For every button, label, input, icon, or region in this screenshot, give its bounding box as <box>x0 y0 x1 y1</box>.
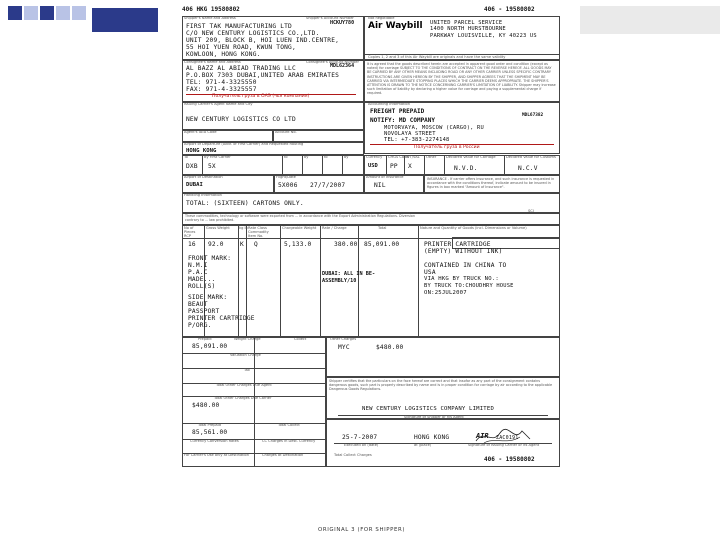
consignee-account-value: MDL62364 <box>330 63 355 69</box>
total-prepaid-value: 85,561.00 <box>192 429 228 436</box>
air-waybill-title: Air Waybill <box>368 21 423 31</box>
to-label: To <box>184 155 188 159</box>
notify-line: NOVOLAYA STREET <box>384 131 436 137</box>
divider <box>504 155 505 175</box>
agent-name: NEW CENTURY LOGISTICS CO LTD <box>186 116 296 123</box>
valuation-label: Valuation Charge <box>230 353 261 357</box>
rate-class-value: Q <box>254 241 258 248</box>
other-charges-box <box>326 337 560 377</box>
gross-weight-value: 92.0 <box>208 241 224 248</box>
insurance-amount-label: Amount of Insurance <box>366 175 404 179</box>
awb-number-right: 406 - 19580802 <box>484 6 535 13</box>
divider <box>342 155 343 175</box>
total-collect-label: Total Collect <box>278 423 300 427</box>
col-rateclass-label: Rate Class Commodity Item No. <box>248 226 269 238</box>
front-mark-line: P.A.C <box>188 269 208 276</box>
executed-place-label: at (place) <box>414 443 432 447</box>
declared-customs-value: N.C.V <box>518 165 538 172</box>
col-nature-label: Nature and Quantity of Goods (incl. Dimensions or Volume) <box>420 226 527 230</box>
divider <box>418 225 419 337</box>
chgs-value: PP <box>390 163 398 170</box>
col-rate-label: Rate / Charge <box>322 226 347 230</box>
divider <box>444 155 445 175</box>
prepaid-label: Prepaid <box>198 337 212 341</box>
not-negotiable: Not negotiable <box>368 16 395 20</box>
divider <box>302 155 303 175</box>
stamp-number: ZAC0191 <box>496 435 519 441</box>
departure-label: Airport of Departure (Addr. of First Carrier) and Requested Routing <box>184 142 304 146</box>
original-footer: ORIGINAL 3 (FOR SHIPPER) <box>318 527 406 533</box>
handling-text: TOTAL: (SIXTEEN) CARTONS ONLY. <box>186 200 304 207</box>
divider <box>358 225 359 337</box>
notify-line: MOTORVAYA, MOSCOW (CARGO), RU <box>384 125 484 131</box>
total-carrier-label: Total Other Charges Due Carrier <box>214 396 272 400</box>
total-prepaid-label: Total Prepaid <box>198 423 222 427</box>
side-mark-line: BEAUT <box>188 301 208 308</box>
declared-carriage-label: Declared Value for Carriage <box>446 155 496 159</box>
rate-value: 380.00 <box>334 241 358 248</box>
shipper-line: UNIT 209, BLOCK B, HOI LUEN IND.CENTRE, <box>186 37 340 44</box>
shipper-account-value: HCKUY780 <box>330 20 355 26</box>
currency-value: USD <box>368 163 378 169</box>
col-total-label: Total <box>378 226 387 230</box>
carrier-signature-label: Signature of Issuing Carrier or its Agent <box>468 443 540 447</box>
consignee-line: TEL: 971-4-3325550 <box>186 79 257 86</box>
prepaid-value: 85,091.00 <box>192 343 228 350</box>
flight-value: 5X006 <box>278 182 298 189</box>
shipper-label: Shipper's Name and Address <box>184 16 236 20</box>
divider <box>424 155 425 175</box>
dest-charges-label: Charges at Destination <box>262 453 304 457</box>
routing-label: to <box>324 155 328 159</box>
executed-date: 25-7-2007 <box>342 434 378 441</box>
agent-account-label: Account No. <box>275 130 297 134</box>
insurance-amount-value: NIL <box>374 182 386 189</box>
decorative-squares <box>0 0 160 30</box>
accounting-label: Accounting Information <box>368 102 411 106</box>
shipper-line: FIRST TAK MANUFACTURING LTD <box>186 23 292 30</box>
carrier-use-label: For Carrier's Use only at Destination <box>184 453 250 457</box>
notify-ru-note: Получатель груза в России <box>414 145 480 150</box>
col-chargeable-label: Chargeable Weight <box>282 226 317 230</box>
agent-label: Issuing Carrier's Agent Name and City <box>184 102 253 106</box>
nature-line: ON:25JUL2007 <box>424 290 467 296</box>
total-collect-charges-label: Total Collect Charges <box>334 453 372 457</box>
copies-note: Copies 1, 2 and 3 of this Air Waybill are originals and have the same validity <box>368 55 506 59</box>
nature-line: PRINTER CARTRIDGE <box>424 241 491 248</box>
square-decoration <box>40 6 54 20</box>
tax-label: Tax <box>244 368 250 372</box>
cc-charges-label: CC Charges in Dest. Currency <box>262 439 316 443</box>
carrier-signature: AIR <box>476 432 489 440</box>
collect-label: Collect <box>294 337 307 341</box>
nature-line: USA <box>424 269 436 276</box>
divider <box>282 155 283 175</box>
pieces-value: 16 <box>188 241 196 248</box>
other-label: Other <box>426 155 437 159</box>
consignee-label: Consignee's Name and Address <box>184 60 241 64</box>
destination-label: Airport of Destination <box>184 175 223 179</box>
awb-number-left: 406 HKG 19580802 <box>182 6 240 13</box>
square-decoration <box>24 6 38 20</box>
side-mark-line: P/ORG. <box>188 322 212 329</box>
top-right-banner <box>580 6 720 34</box>
certification-text: Shipper certifies that the particulars on the face hereof are correct and that insofar as any part of the consignment contains dangerous goods, such part is properly described by name and is in proper condition for carriage by air according to the applicable Dangerous Goods Regulations. <box>329 379 553 392</box>
to-value: DXB <box>186 163 198 170</box>
conditions-text: It is agreed that the goods described herein are accepted in apparent good order and condition (except as noted) for carriage SUBJECT TO THE CONDITIONS OF CONTRACT ON THE REVERSE HEREOF. ALL GOODS MAY BE CARRIED BY ANY OTHER MEANS INCLUDING ROAD OR ANY OTHER CARRIER UNLESS SPECIFIC CONTRARY INSTRUCTIONS ARE GIVEN HEREON BY THE SHIPPER, AND SHIPPER AGREES THAT THE SHIPMENT MAY BE CARRIED VIA INTERMEDIATE STOPPING PLACES WHICH THE CARRIER DEEMS APPROPRIATE. THE SHIPPER'S ATTENTION IS DRAWN TO THE NOTICE CONCERNING CARRIER'S LIMITATION OF LIABILITY. Shipper may increase such limitation of liability by declaring a higher value for carriage and paying a supplemental charge if required. <box>367 62 556 96</box>
consignee-line: FAX: 971-4-3325557 <box>186 86 257 93</box>
square-decoration <box>8 6 22 20</box>
total-value: 85,091.00 <box>364 241 400 248</box>
divider <box>320 225 321 337</box>
square-decoration <box>72 6 86 20</box>
shipper-account-label: Shipper's Account Number <box>306 16 354 20</box>
side-mark-line: PASSPORT <box>188 308 220 315</box>
weight-charge-label: Weight Charge <box>234 337 261 341</box>
square-decoration <box>56 6 70 20</box>
header-bar <box>92 8 158 32</box>
wt-val-label: WT/VAL <box>406 155 420 159</box>
nature-line: (EMPTY) WITHOUT INK) <box>424 248 503 255</box>
shipper-line: 55 HOI YUEN ROAD, KWUN TONG, <box>186 44 296 51</box>
flight-date: 27/7/2007 <box>310 182 346 189</box>
signature-label: Signature of Shipper or his Agent <box>404 415 464 419</box>
divider <box>202 155 203 175</box>
chargeable-weight-value: 5,133.0 <box>284 241 312 248</box>
col-pieces-label: No of Pieces RCP <box>184 226 196 238</box>
conversion-label: Currency Conversion Rates <box>190 439 239 443</box>
nature-line: BY TRUCK TO:CHOUDHRY HOUSE <box>424 283 514 289</box>
total-carrier-value: $480.00 <box>192 402 220 409</box>
handling-label: Handling Information <box>184 193 222 197</box>
executed-place: HONG KONG <box>414 434 450 441</box>
col-gross-label: Gross Weight <box>206 226 230 230</box>
middle-note-line: ASSEMBLY/10 <box>322 278 357 284</box>
divider <box>322 155 323 175</box>
signer-name: NEW CENTURY LOGISTICS COMPANY LIMITED <box>362 406 495 412</box>
declared-carriage-value: N.V.D. <box>454 165 478 172</box>
flight-label: Flight/Date <box>276 175 296 179</box>
routing-label: to <box>284 155 288 159</box>
front-mark-line: ROLL(S) <box>188 283 216 290</box>
executed-date-label: Executed on (date) <box>344 443 379 447</box>
declared-customs-label: Declared Value for Customs <box>506 155 556 159</box>
notify-ref: MDL67382 <box>522 113 544 118</box>
front-mark-line: MADE... <box>188 276 216 283</box>
routing-label: by <box>344 155 349 159</box>
consignee-ru-note: Получатель груза в ОАЭ (чья компания) <box>212 94 310 99</box>
destination-value: DUBAI <box>186 182 203 188</box>
total-agent-label: Total Other Charges Due Agent <box>216 383 272 387</box>
other-charge-code: MYC <box>338 344 350 351</box>
notify-line: NOTIFY: MD COMPANY <box>370 117 436 124</box>
notify-line: TEL: +7-383-2274148 <box>384 137 450 143</box>
side-mark-line: SIDE MARK: <box>188 294 228 301</box>
insurance-text: INSURANCE - If carrier offers insurance, and such insurance is requested in accordance with the conditions thereof, indicate amount to be insured in figures in box marked "Amount of Insurance". <box>427 177 555 190</box>
nature-line: CONTAINED IN CHINA TO <box>424 262 507 269</box>
consignee-line: P.O.BOX 7303 DUBAI,UNITED ARAB EMIRATES <box>186 72 340 79</box>
shipper-line: KOWLOON, HONG KONG. <box>186 51 261 58</box>
other-charge-value: $480.00 <box>376 344 404 351</box>
first-carrier-value: 5X <box>208 163 216 170</box>
front-mark-line: N.M.I <box>188 262 208 269</box>
export-note: These commodities, technology or software were exported from ... in accordance with the Export Administration Regulations. Diversion contrary to ... law prohibited. <box>185 214 416 223</box>
col-unit-label: kg lb <box>239 226 248 230</box>
currency-label: Currency <box>366 155 383 159</box>
unit-value: K <box>240 241 244 248</box>
consignee-line: AL BAZZ AL ABIAD TRADING LLC <box>186 65 296 72</box>
agent-iata-label: Agent's IATA Code <box>184 130 217 134</box>
consignee-account-label: Consignee's Account Number <box>306 60 359 64</box>
other-charges-label: Other Charges <box>330 337 357 341</box>
routing-label: by <box>304 155 309 159</box>
air-waybill-document <box>178 2 562 537</box>
notify-line: FREIGHT PREPAID <box>370 108 425 115</box>
chgs-label: CHGS Code <box>388 155 409 159</box>
side-mark-line: PRINTER CARTRIDGE <box>188 315 255 322</box>
issued-by: UNITED PARCEL SERVICE 1400 NORTH HURSTBOURNE PARKWAY LOUISVILLE, KY 40223 US <box>430 20 537 39</box>
nature-line: VIA HKG BY TRUCK NO.: <box>424 276 499 282</box>
divider <box>404 155 405 175</box>
front-mark-line: FRONT MARK: <box>188 255 232 262</box>
divider <box>386 155 387 175</box>
first-carrier-label: By First Carrier <box>204 155 231 159</box>
departure-value: HONG KONG <box>186 148 217 154</box>
sci-label: SCI <box>528 209 534 213</box>
divider <box>280 225 281 337</box>
shipper-line: C/O NEW CENTURY LOGISTICS CO.,LTD. <box>186 30 320 37</box>
ppd-mark: X <box>408 163 412 170</box>
divider <box>254 337 255 467</box>
footer-awb: 406 - 19580802 <box>484 456 535 463</box>
middle-note-line: DUBAI: ALL IN BE- <box>322 271 376 277</box>
